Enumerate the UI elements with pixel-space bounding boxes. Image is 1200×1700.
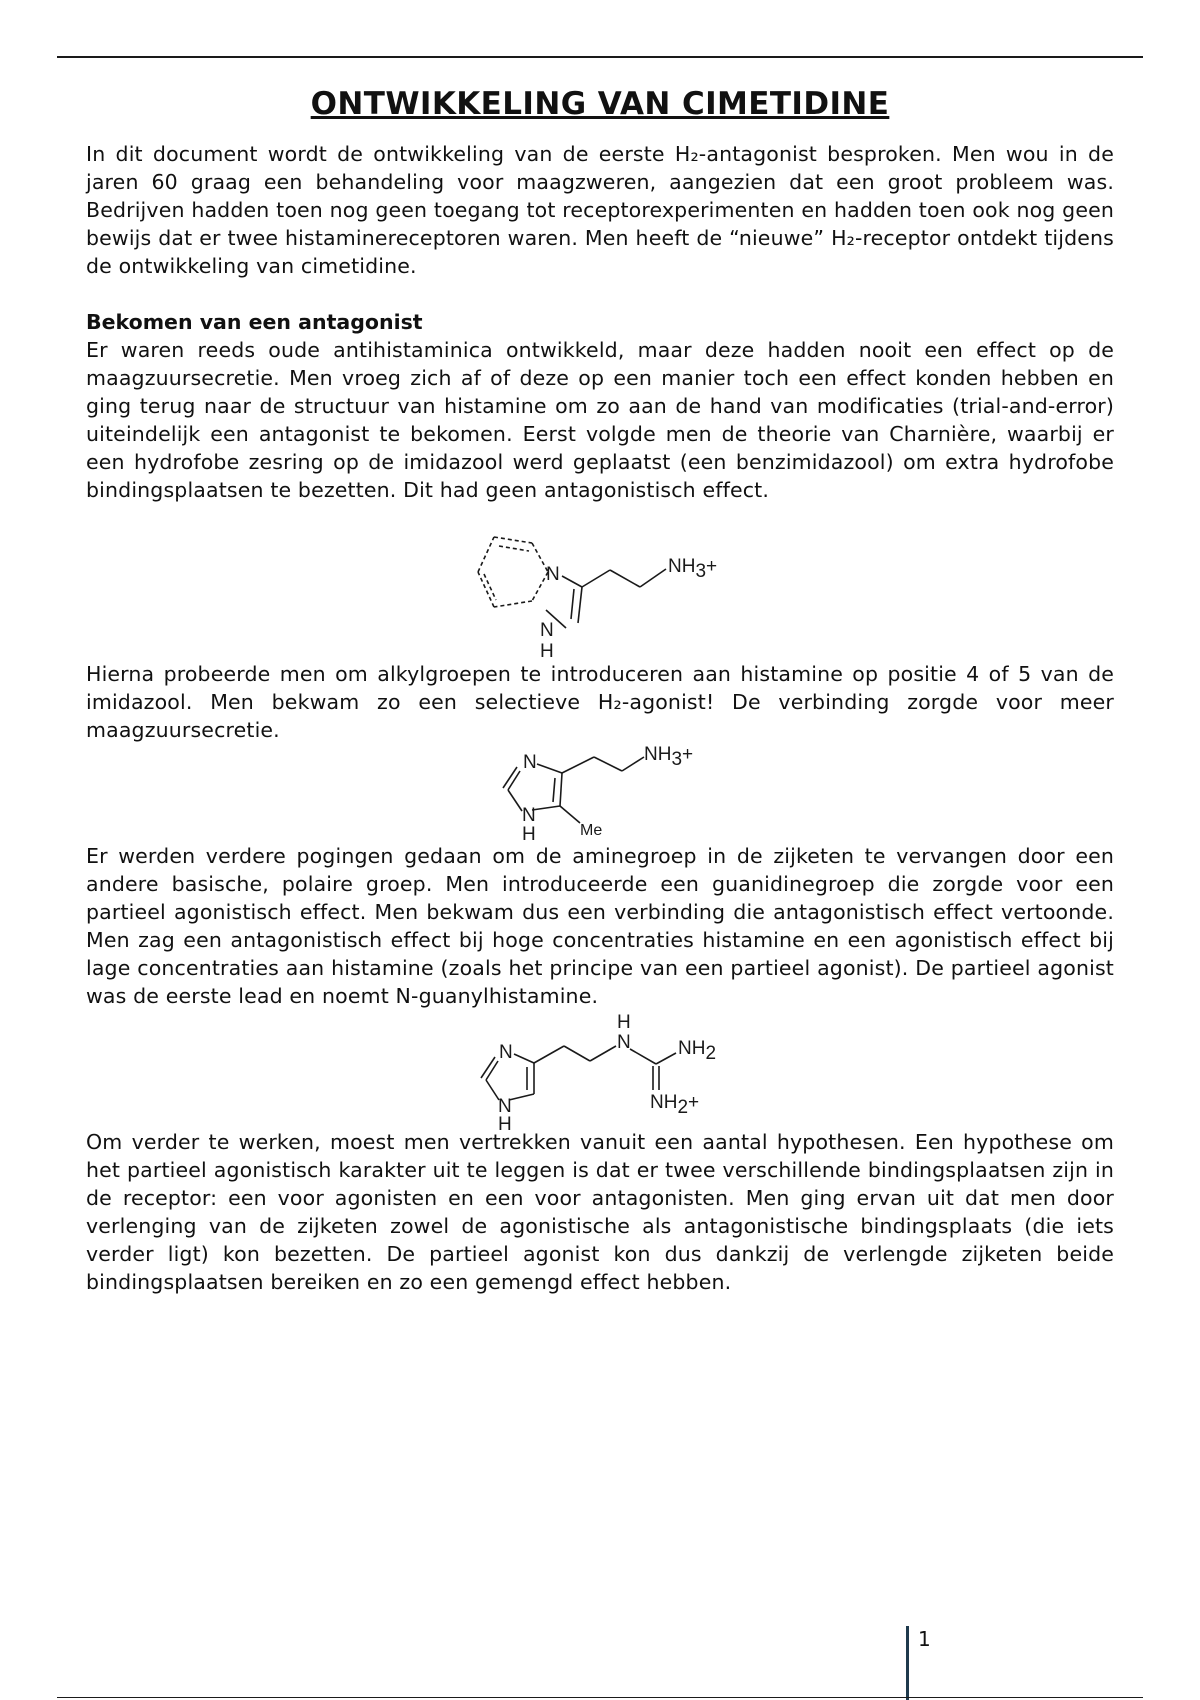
guanidine-top-amine-label: NH2 [678, 1038, 717, 1064]
intro-block [86, 140, 1114, 280]
section-block-3 [86, 842, 1114, 1010]
paragraph-alkylgroepen: Hierna probeerde men om alkylgroepen te introduceren aan histamine op positie 4 of 5 van de imidazool. Men bekwam zo een selectieve H₂-agonist! De verbinding zorgde voor meer maagzuursecretie. [86, 662, 1114, 742]
guanidine-bottom-amine-label: NH2+ [650, 1092, 700, 1118]
chain-n-label: N [617, 1032, 631, 1053]
header-rule [57, 56, 1143, 58]
methylhistamine-structure [500, 742, 720, 844]
paragraph-guanidine: Er werden verdere pogingen gedaan om de aminegroep in de zijketen te vervangen door een andere basische, polaire groep. Men introduceerde een guanidinegroep die zorgde voor een partieel agonistisch effect. Men bekwam dus een verbinding die antagonistisch effect vertoonde. Men zag een antagonistisch effect bij hoge concentraties histamine en een agonistisch effect bij lage concentraties aan histamine (zoals het principe van een partieel agonist). De partieel agonist was de eerste lead en noemt N-guanylhistamine. [86, 844, 1114, 1008]
paragraph-hypothesen: Om verder te werken, moest men vertrekken vanuit een aantal hypothesen. Een hypothese om het partieel agonistisch karakter uit te leggen is dat er twee verschillende bindingsplaatsen zijn in de receptor: een voor agonisten en een voor antagonisten. Men ging ervan uit dat men door verlenging van de zijketen zowel de agonistische als antagonistische bindingsplaats (die iets verder ligt) kon bezetten. De partieel agonist kon dus dankzij de verlengde zijketen beide bindingsplaatsen bereiken en zo een gemengd effect hebben. [86, 1130, 1114, 1294]
methyl-label: Me [580, 822, 603, 839]
ring-nh-h-label: H [498, 1114, 512, 1134]
page-number-bar [906, 1626, 909, 1700]
section-block-1 [86, 308, 1114, 504]
ring-n-label: N [499, 1042, 513, 1063]
ring-nh-n-label: N [522, 805, 536, 826]
ring-nh-h-label: H [522, 824, 536, 844]
section-heading: Bekomen van een antagonist [86, 310, 423, 334]
hydrophobic-ring [478, 537, 548, 607]
benzimidazole-structure [470, 530, 730, 660]
footer-rule [57, 1697, 1143, 1698]
page-title: ONTWIKKELING VAN CIMETIDINE [310, 86, 890, 122]
ring-n-label: N [546, 564, 560, 585]
amine-group-label: NH3+ [668, 556, 718, 582]
chain-h-label: H [617, 1012, 631, 1033]
section-block-4 [86, 1128, 1114, 1296]
section-block-2 [86, 660, 1114, 744]
ring-nh-h-label: H [540, 641, 554, 660]
amine-group-label: NH3+ [644, 744, 694, 770]
paragraph-antihistaminica: Er waren reeds oude antihistaminica ontwikkeld, maar deze hadden nooit een effect op de maagzuursecretie. Men vroeg zich af of deze op een manier toch een effect konden hebben en ging terug naar de structuur van histamine om zo aan de hand van modificaties (trial-and-error) uiteindelijk een antagonist te bekomen. Eerst volgde men de theorie van Charnière, waarbij er een hydrofobe zesring op de imidazool werd geplaatst (een benzimidazool) om extra hydrofobe bindingsplaatsen te bezetten. Dit had geen antagonistisch effect. [86, 338, 1114, 502]
ring-n-label: N [523, 752, 537, 773]
ring-nh-n-label: N [540, 620, 554, 641]
guanylhistamine-structure [478, 1010, 738, 1134]
ring-nh-n-label: N [498, 1096, 512, 1117]
page-number: 1 [918, 1627, 931, 1651]
intro-paragraph: In dit document wordt de ontwikkeling van de eerste H₂-antagonist besproken. Men wou in de jaren 60 graag een behandeling voor maagzweren, aangezien dat een groot probleem was. Bedrijven hadden toen nog geen toegang tot receptorexperimenten en hadden toen ook nog geen bewijs dat er twee histaminereceptoren waren. Men heeft de “nieuwe” H₂-receptor ontdekt tijdens de ontwikkeling van cimetidine. [86, 142, 1114, 278]
